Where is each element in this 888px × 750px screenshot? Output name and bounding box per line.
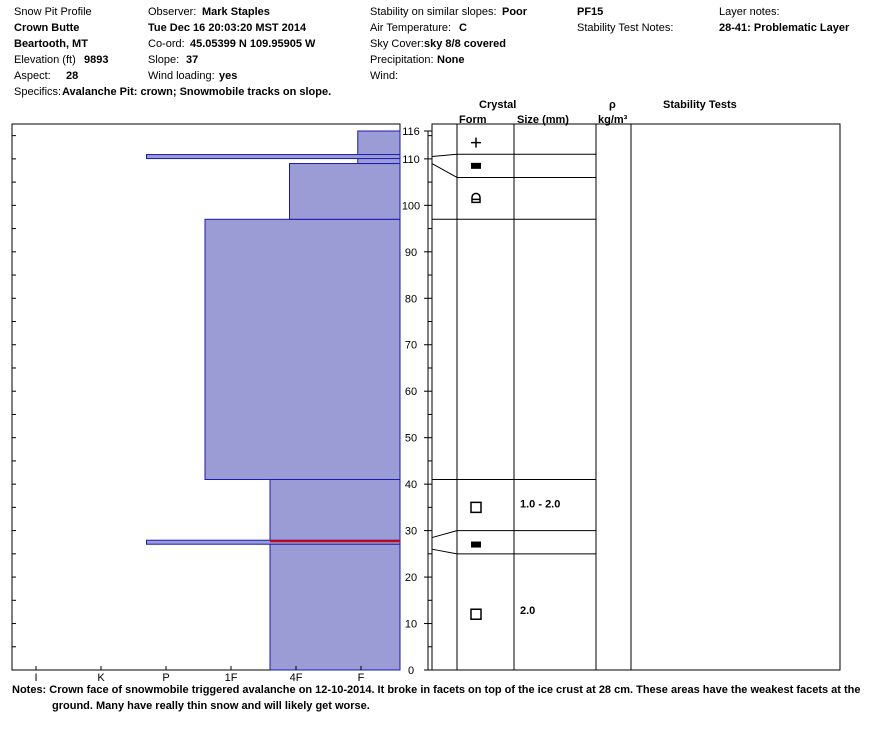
crystal-header: Crystal — [479, 99, 517, 111]
melt-freeze-crust-icon — [471, 542, 481, 548]
wind-label: Wind: — [370, 70, 399, 82]
elevation-label: Elevation (ft) — [14, 54, 76, 66]
slope-value: 37 — [186, 54, 199, 66]
crust-block — [471, 163, 481, 169]
crystal-size-3: 1.0 - 2.0 — [520, 498, 561, 511]
hardness-tick-label-1: K — [97, 672, 105, 684]
layer-notes-label: Layer notes: — [719, 6, 780, 18]
size-header: Size (mm) — [517, 114, 569, 126]
depth-tick-label-20: 20 — [404, 572, 418, 585]
aspect-value: 28 — [66, 70, 79, 82]
stability-tests-header: Stability Tests — [663, 99, 737, 111]
wind-loading-label: Wind loading: — [148, 70, 215, 82]
specifics-label: Specifics: — [14, 86, 62, 98]
depth-tick-label-110: 110 — [402, 153, 420, 166]
pit-code: PF15 — [577, 6, 604, 18]
facet-square — [471, 502, 481, 512]
depth-tick-label-70: 70 — [404, 339, 418, 352]
depth-tick-label-90: 90 — [404, 246, 418, 259]
depth-tick-label-60: 60 — [404, 386, 418, 399]
sky-value: sky 8/8 covered — [424, 38, 506, 50]
hardness-bar-0 — [270, 479, 400, 670]
hardness-tick-label-5: F — [357, 672, 365, 684]
layer-connector-4 — [432, 164, 457, 178]
thin-layer-1 — [147, 155, 401, 159]
elevation-value: 9893 — [84, 54, 109, 66]
page-title: Snow Pit Profile — [14, 6, 92, 18]
depth-tick-label-50: 50 — [404, 432, 418, 445]
crystal-size-5: 2.0 — [520, 605, 536, 618]
hardness-tick-label-2: P — [162, 672, 170, 684]
location-name: Crown Butte — [14, 22, 80, 34]
sky-label: Sky Cover: — [370, 38, 424, 50]
faceted-icon — [471, 609, 481, 619]
precip-value: None — [437, 54, 465, 66]
hardness-tick-label-0: I — [34, 672, 38, 684]
depth-tick-label-0: 0 — [407, 665, 415, 677]
observer-value: Mark Staples — [202, 6, 270, 18]
layer-connector-0 — [432, 549, 457, 554]
depth-tick-label-116: 116 — [402, 126, 420, 138]
datetime: Tue Dec 16 20:03:20 MST 2014 — [148, 22, 307, 34]
layer-table-frame — [432, 124, 840, 670]
layer-connector-1 — [432, 531, 457, 538]
wind-loading-value: yes — [219, 70, 238, 82]
layer-notes-value: 28-41: Problematic Layer — [719, 22, 850, 34]
faceted-icon — [471, 502, 481, 512]
specifics-value: Avalanche Pit: crown; Snowmobile tracks on slope. — [62, 86, 332, 98]
hardness-tick-label-3: 1F — [224, 672, 238, 684]
notes-line-2: ground. Many have really thin snow and will likely get worse. — [52, 700, 370, 712]
depth-tick-label-10: 10 — [404, 618, 418, 631]
region: Beartooth, MT — [14, 38, 88, 50]
depth-tick-label-30: 30 — [404, 525, 418, 538]
depth-tick-label-80: 80 — [404, 293, 418, 306]
notes-line-1 — [12, 682, 882, 698]
layer-connector-5 — [432, 154, 457, 156]
notes-label: Notes: — [12, 684, 47, 696]
hardness-bar-2 — [290, 164, 401, 220]
slope-label: Slope: — [148, 54, 180, 66]
aspect-label: Aspect: — [14, 70, 51, 82]
coord-value: 45.05399 N 109.95905 W — [190, 38, 316, 50]
observer-label: Observer: — [148, 6, 197, 18]
stability-value: Poor — [502, 6, 528, 18]
notes-text-1: Crown face of snowmobile triggered avalanche on 12-10-2014. It broke in facets on top of the ice crust at 28 cm. These areas have the weakest facets at the — [49, 684, 861, 696]
density-header: ρ — [609, 99, 616, 111]
density-unit: kg/m³ — [598, 114, 628, 126]
depth-tick-label-100: 100 — [401, 200, 421, 213]
air-temp-label: Air Temperature: — [370, 22, 452, 34]
air-temp-value: C — [459, 22, 467, 34]
hardness-bar-1 — [205, 219, 400, 479]
stability-notes-label: Stability Test Notes: — [577, 22, 674, 34]
hardness-tick-label-4: 4F — [289, 672, 303, 684]
form-header: Form — [459, 114, 487, 126]
precipitation-particles-icon — [471, 138, 481, 148]
melt-freeze-crust-icon — [471, 163, 481, 169]
coord-label: Co-ord: — [148, 38, 185, 50]
facet-square — [471, 609, 481, 619]
precip-label: Precipitation: — [370, 54, 434, 66]
stability-label: Stability on similar slopes: — [370, 6, 497, 18]
faceted-rounded-icon — [472, 193, 480, 202]
crust-block — [471, 542, 481, 548]
depth-tick-label-40: 40 — [404, 479, 418, 492]
facet-round-shape — [472, 193, 480, 202]
